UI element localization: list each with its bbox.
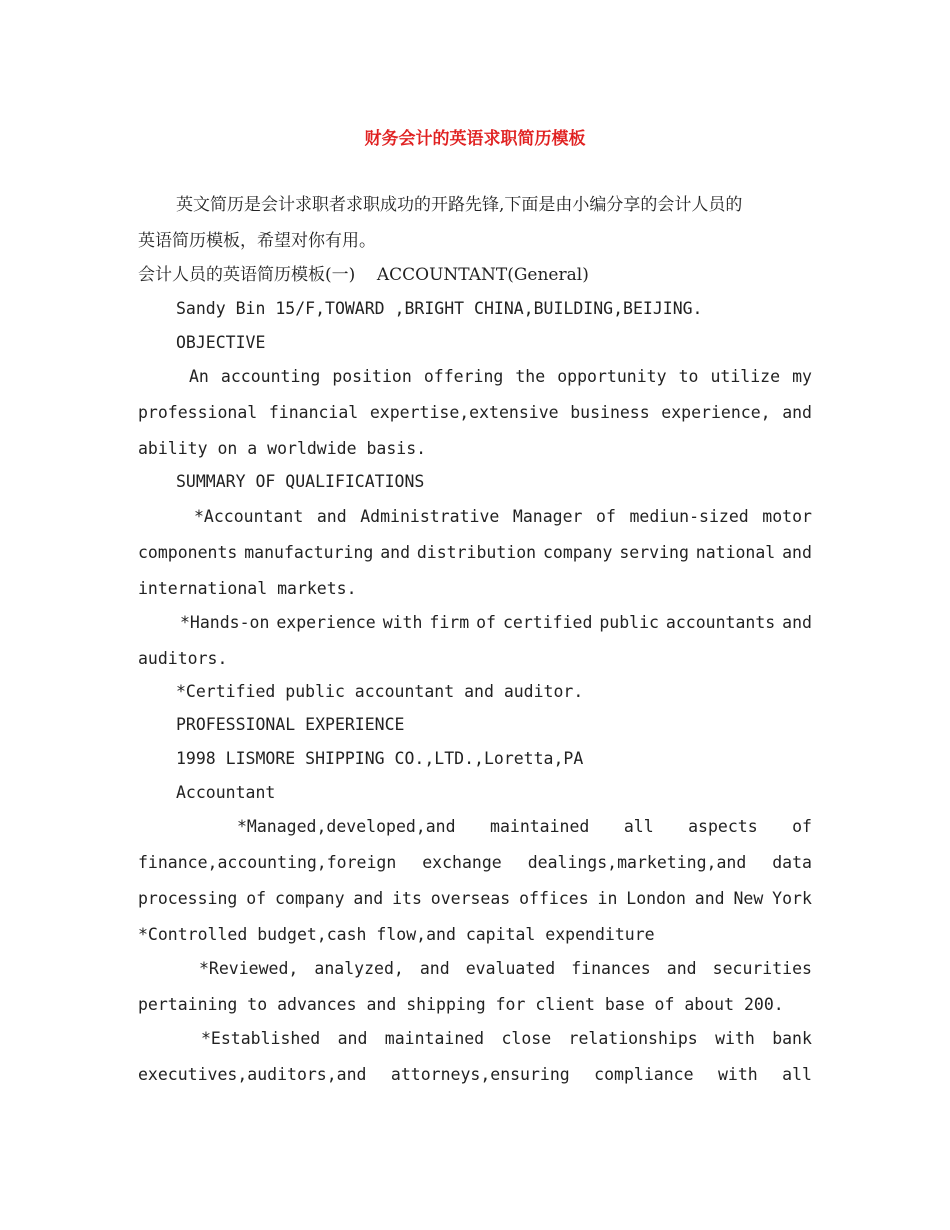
- word: *Reviewed,: [199, 959, 299, 978]
- summary-1-line-1: [194, 507, 812, 527]
- word: overseas: [430, 889, 511, 908]
- word: attorneys,ensuring: [390, 1065, 570, 1084]
- job-title: Accountant: [176, 783, 276, 802]
- word: data: [772, 853, 812, 872]
- word: utilize: [710, 367, 781, 386]
- word: relationships: [568, 1029, 698, 1048]
- word: with: [717, 1065, 758, 1084]
- word: and: [782, 613, 812, 632]
- document-title: 财务会计的英语求职简历模板: [364, 129, 586, 149]
- summary-2-line-1: [180, 613, 812, 633]
- objective-line-2: [138, 403, 812, 423]
- word: offices: [519, 889, 589, 908]
- word: expertise,extensive: [369, 403, 559, 422]
- word: processing: [138, 889, 238, 908]
- word: maintained: [384, 1029, 485, 1048]
- word: serving: [619, 543, 689, 562]
- word: all: [623, 817, 654, 836]
- duty-1-line-2: [138, 853, 812, 873]
- word: aspects: [688, 817, 758, 836]
- word: *Accountant: [194, 507, 304, 526]
- word: *Managed,developed,and: [237, 817, 456, 836]
- duty-4-line-1: [201, 1029, 812, 1049]
- word: the: [515, 367, 546, 386]
- word: An: [189, 367, 209, 386]
- contact-line: Sandy Bin 15/F,TOWARD ,BRIGHT CHINA,BUILDING,BEIJING.: [176, 299, 703, 318]
- word: opportunity: [557, 367, 667, 386]
- word: to: [678, 367, 699, 386]
- word: of: [246, 889, 267, 908]
- word: motor: [762, 507, 812, 526]
- word: securities: [712, 959, 812, 978]
- word: and: [353, 889, 384, 908]
- word: and: [694, 889, 725, 908]
- word: bank: [772, 1029, 812, 1048]
- word: exchange: [422, 853, 502, 872]
- intro-line-2: 英语简历模板，希望对你有用。: [138, 231, 376, 251]
- duty-3-line-2: pertaining to advances and shipping for client base of about 200.: [138, 995, 784, 1014]
- summary-1-line-3: international markets.: [138, 579, 357, 598]
- word: and: [337, 1029, 368, 1048]
- objective-line-1: [189, 367, 812, 387]
- word: executives,auditors,and: [138, 1065, 367, 1084]
- section-heading: 会计人员的英语简历模板(一) ACCOUNTANT(General): [138, 265, 589, 285]
- word: New: [733, 889, 764, 908]
- word: finance,accounting,foreign: [138, 853, 397, 872]
- employer-line: 1998 LISMORE SHIPPING CO.,LTD.,Loretta,PA: [176, 749, 584, 768]
- word: experience: [276, 613, 376, 632]
- summary-1-line-2: [138, 543, 812, 563]
- word: evaluated: [465, 959, 556, 978]
- summary-2-line-2: auditors.: [138, 649, 228, 668]
- duty-2: *Controlled budget,cash flow,and capital expenditure: [138, 925, 655, 944]
- word: position: [332, 367, 412, 386]
- word: *Hands-on: [180, 613, 270, 632]
- word: and: [782, 543, 812, 562]
- word: financial: [268, 403, 359, 422]
- word: close: [501, 1029, 552, 1048]
- word: components: [138, 543, 238, 562]
- word: with: [382, 613, 423, 632]
- word: Manager: [512, 507, 583, 526]
- word: my: [792, 367, 812, 386]
- word: maintained: [490, 817, 590, 836]
- word: professional: [138, 403, 258, 422]
- objective-line-3: ability on a worldwide basis.: [138, 439, 427, 458]
- word: York: [772, 889, 812, 908]
- word: national: [695, 543, 776, 562]
- summary-3: *Certified public accountant and auditor.: [176, 682, 584, 701]
- word: with: [715, 1029, 755, 1048]
- word: manufacturing: [244, 543, 374, 562]
- word: of: [476, 613, 496, 632]
- duty-1-line-3: [138, 889, 812, 909]
- word: and: [316, 507, 347, 526]
- word: in: [597, 889, 618, 908]
- word: accounting: [220, 367, 321, 386]
- word: and: [782, 403, 812, 422]
- word: of: [596, 507, 616, 526]
- word: company: [542, 543, 613, 562]
- experience-heading: PROFESSIONAL EXPERIENCE: [176, 715, 405, 734]
- word: dealings,marketing,and: [527, 853, 747, 872]
- word: business: [570, 403, 650, 422]
- word: and: [666, 959, 697, 978]
- word: compliance: [594, 1065, 694, 1084]
- intro-line-1: 英文简历是会计求职者求职成功的开路先锋,下面是由小编分享的会计人员的: [176, 195, 743, 215]
- word: mediun-sized: [629, 507, 749, 526]
- word: London: [626, 889, 686, 908]
- word: company: [274, 889, 345, 908]
- word: Administrative: [360, 507, 500, 526]
- word: all: [782, 1065, 812, 1084]
- word: of: [792, 817, 812, 836]
- word: distribution: [416, 543, 537, 562]
- duty-4-line-2: [138, 1065, 812, 1085]
- word: firm: [429, 613, 470, 632]
- summary-heading: SUMMARY OF QUALIFICATIONS: [176, 472, 425, 491]
- word: its: [392, 889, 422, 908]
- word: finances: [571, 959, 651, 978]
- word: experience,: [661, 403, 771, 422]
- duty-1-line-1: [237, 817, 812, 837]
- word: certified: [502, 613, 593, 632]
- word: offering: [423, 367, 504, 386]
- objective-heading: OBJECTIVE: [176, 333, 266, 352]
- word: and: [380, 543, 411, 562]
- word: public: [599, 613, 659, 632]
- word: analyzed,: [314, 959, 404, 978]
- duty-3-line-1: [199, 959, 812, 979]
- word: accountants: [665, 613, 776, 632]
- word: *Established: [201, 1029, 321, 1048]
- word: and: [419, 959, 450, 978]
